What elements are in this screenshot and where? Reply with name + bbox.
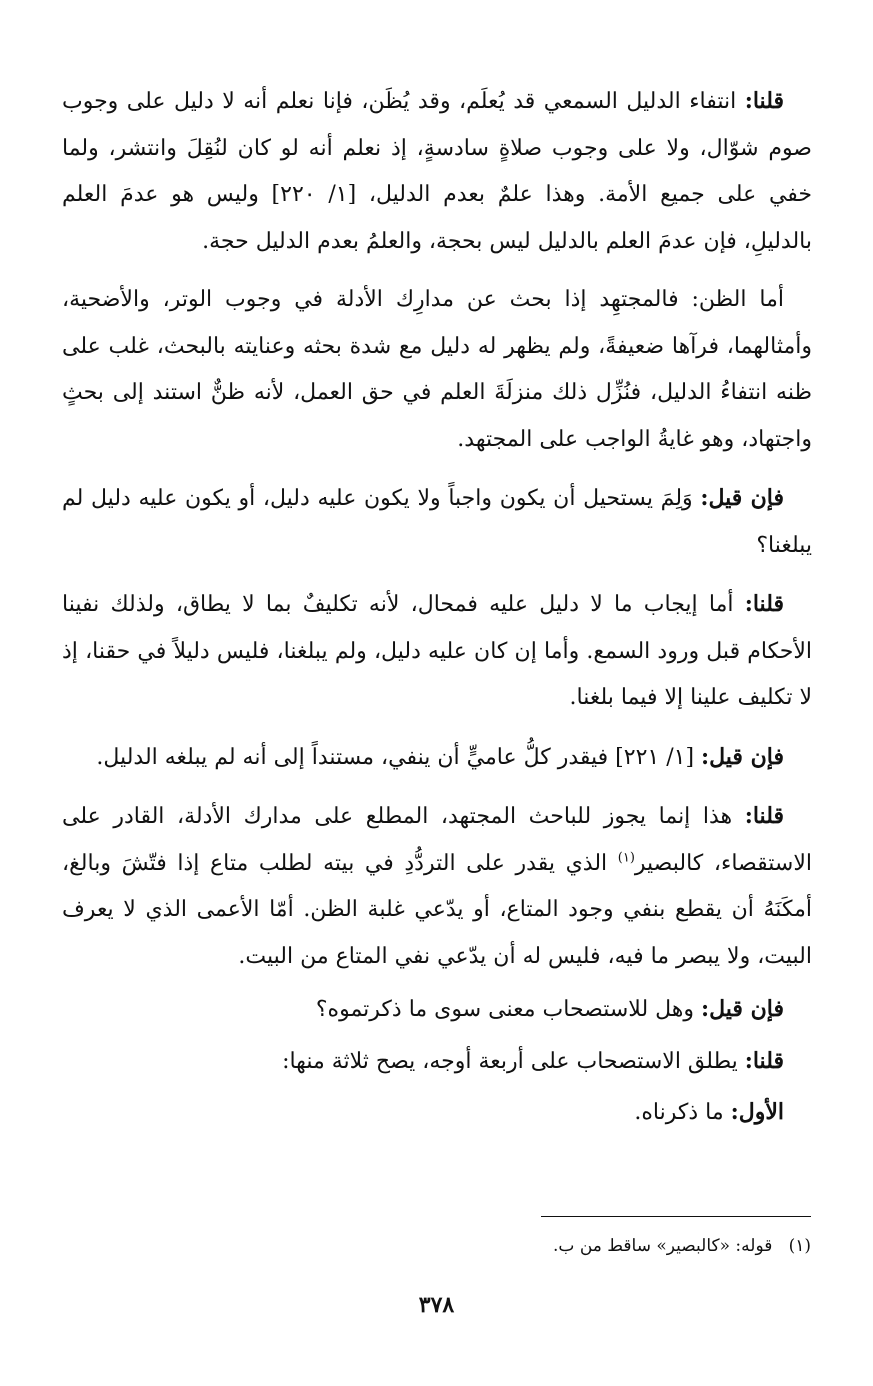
paragraph-3 — [62, 475, 812, 569]
footnote-divider — [541, 1216, 811, 1217]
paragraph-text: [١/ ٢٢١] فيقدر كلُّ عاميٍّ أن ينفي، مستنداً إلى أنه لم يبلغه الدليل. — [96, 744, 702, 770]
short-line-label: فإن قيل: — [701, 996, 784, 1022]
paragraph-6 — [62, 793, 812, 980]
paragraph-text: أما إيجاب ما لا دليل عليه فمحال، لأنه تكليفٌ بما لا يطاق، ولذلك نفينا الأحكام قبل ورود السمع. وأما إن كان عليه دليل، ولم يبلغنا، فليس دليلاً في حقنا، إذ لا تكليف علينا إلا فيما بلغنا. — [62, 592, 812, 710]
short-line-1 — [62, 986, 812, 1034]
paragraph-label: فإن قيل: — [701, 743, 784, 770]
paragraph-text: الذي يقدر على التردُّدِ في بيته لطلب متاع إذا فتّشَ وبالغ، أمكَنَهُ أن يقطع بنفي وجود المتاع، أو يدّعي غلبة الظن. أمّا الأعمى الذي لا يعرف البيت، ولا يبصر ما فيه، فليس له أن يدّعي نفي المتاع من البيت. — [62, 850, 812, 969]
short-line-text: وهل للاستصحاب معنى سوى ما ذكرتموه؟ — [315, 997, 702, 1022]
paragraph-label: فإن قيل: — [700, 485, 784, 511]
short-line-label: الأول: — [730, 1099, 784, 1125]
page-number: ٣٧٨ — [418, 1292, 455, 1318]
paragraph-text: أما الظن: فالمجتهِد إذا بحث عن مدارِك الأدلة في وجوب الوتر، والأضحية، وأمثالهما، فرآها ضعيفةً، ولم يظهر له دليل مع شدة بحثه وعنايته بالبحث، غلب على ظنه انتفاءُ الدليل، فنُزِّل ذلك منزلَةَ العلم في حق العمل، لأنه ظنٌّ استند إلى بحثٍ واجتهاد، وهو غايةُ الواجب على المجتهد. — [62, 287, 812, 452]
short-line-3 — [62, 1089, 812, 1137]
footnote — [61, 1232, 811, 1260]
page-body — [62, 78, 812, 1141]
short-line-text: ما ذكرناه. — [634, 1100, 731, 1125]
paragraph-label: قلنا: — [744, 803, 784, 829]
paragraph-2 — [62, 277, 812, 463]
footnote-number: (١) — [788, 1236, 811, 1256]
short-line-text: يطلق الاستصحاب على أربعة أوجه، يصح ثلاثة منها: — [282, 1048, 745, 1074]
paragraph-4 — [62, 581, 812, 722]
paragraph-1 — [62, 78, 812, 265]
footnote-text: قوله: «كالبصير» ساقط من ب. — [553, 1236, 773, 1256]
paragraph-5 — [62, 734, 812, 782]
paragraph-label: قلنا: — [744, 88, 784, 114]
footnote-marker: (١) — [617, 850, 635, 866]
paragraph-text: هذا إنما يجوز للباحث المجتهد، المطلع على مدارك الأدلة، القادر على الاستقصاء، كالبصير — [62, 804, 812, 876]
paragraph-text: وَلِمَ يستحيل أن يكون واجباً ولا يكون عليه دليل، أو يكون عليه دليل لم يبلغنا؟ — [62, 486, 812, 558]
paragraph-label: قلنا: — [744, 591, 784, 617]
short-line-2 — [62, 1038, 812, 1086]
paragraph-text: انتفاء الدليل السمعي قد يُعلَم، وقد يُظَن، فإنا نعلم أنه لا دليل على وجوب صوم شوّال، ولا على وجوب صلاةٍ سادسةٍ، إذ نعلم أنه لو كان لنُقِلَ وانتشر، ولما خفي على جميع الأمة. وهذا علمٌ بعدم الدليل، [١/ ٢٢٠] وليس هو عدمَ العلم بالدليلِ، فإن عدمَ العلم بالدليل ليس بحجة، والعلمُ بعدم الدليل حجة. — [62, 89, 813, 254]
short-line-label: قلنا: — [744, 1047, 784, 1074]
